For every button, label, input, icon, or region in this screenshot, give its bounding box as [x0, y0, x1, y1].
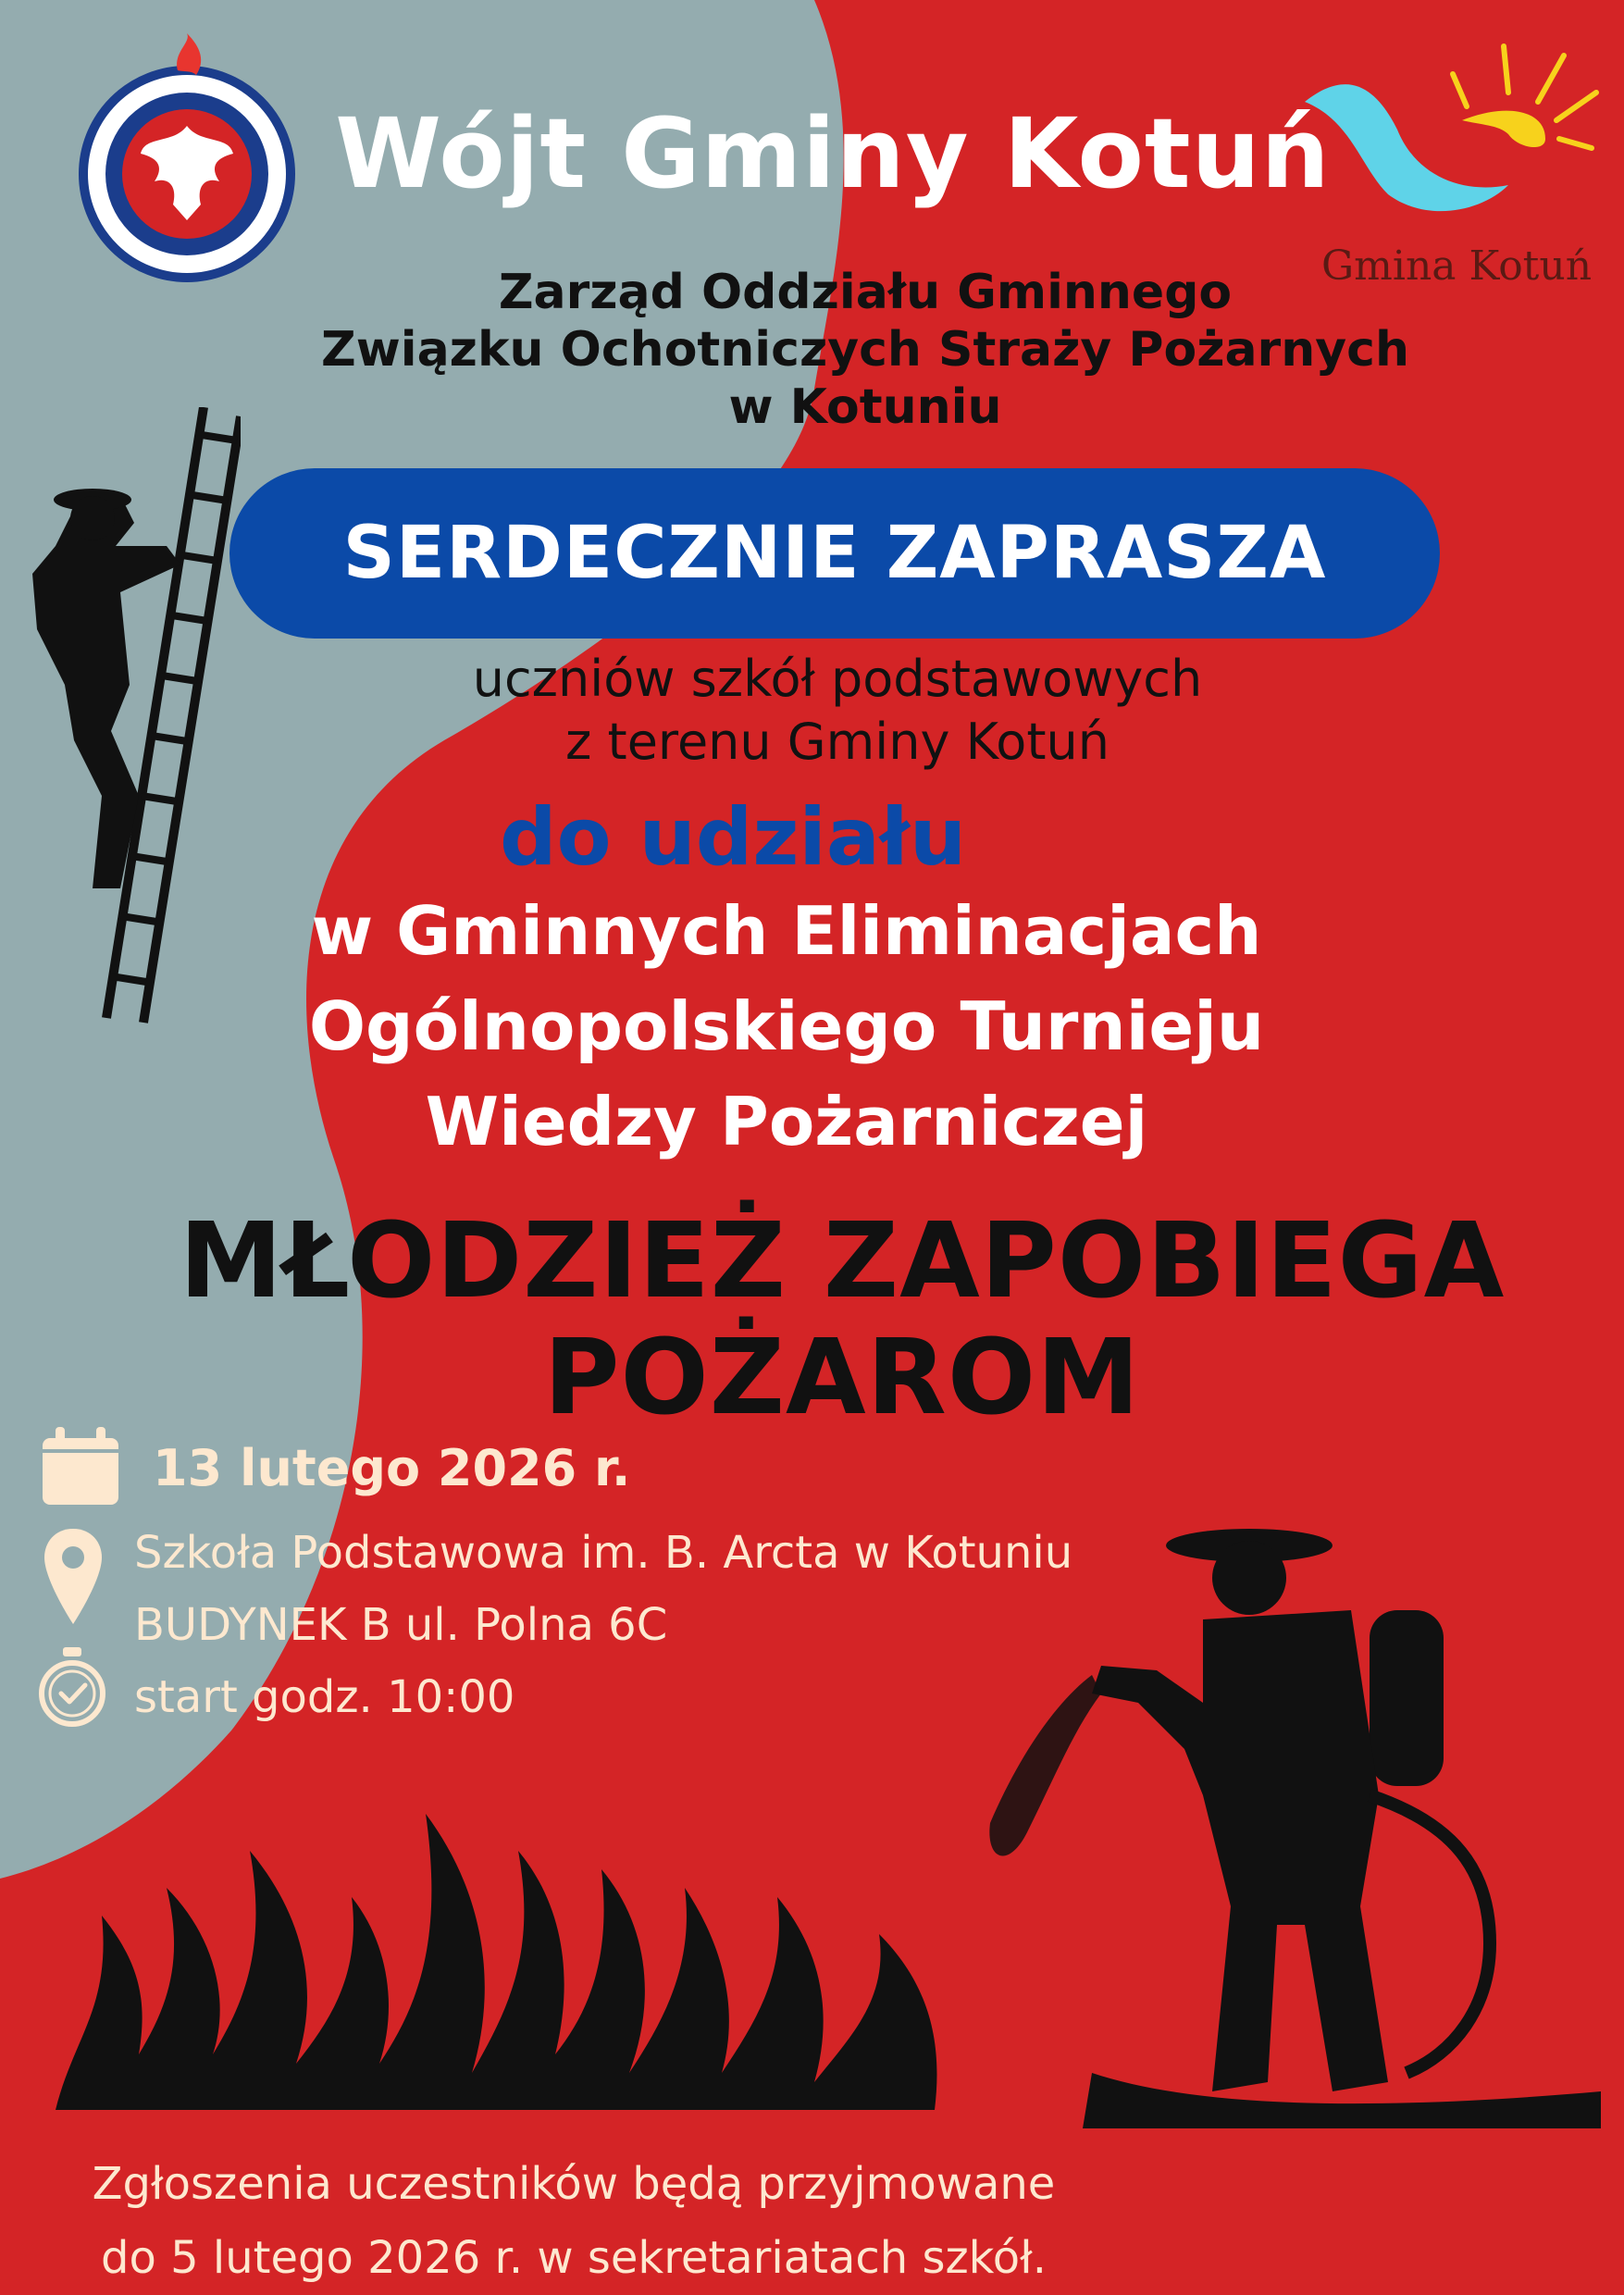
- organizer-line-2: Związku Ochotniczych Straży Pożarnych: [321, 322, 1409, 378]
- flames-silhouette: [56, 1703, 1027, 2110]
- participation-heading: do udziału: [500, 791, 967, 884]
- slogan-line-2: POŻAROM: [543, 1318, 1141, 1438]
- organizer-line-3: w Kotuniu: [728, 379, 1002, 435]
- event-line-2: Ogólnopolskiego Turnieju: [308, 987, 1265, 1065]
- firefighter-ladder-silhouette: [19, 407, 241, 1036]
- audience-line-1: uczniów szkół podstawowych: [472, 650, 1203, 708]
- firefighter-hose-silhouette: [972, 1518, 1610, 2128]
- slogan-line-1: MŁODZIEŻ ZAPOBIEGA: [179, 1201, 1506, 1321]
- poster-headline: Wójt Gminy Kotuń: [335, 97, 1331, 210]
- organizer-line-1: Zarząd Oddziału Gminnego: [498, 265, 1233, 320]
- location-line-1: Szkoła Podstawowa im. B. Arcta w Kotuniu: [134, 1527, 1073, 1579]
- registration-note-line-1: Zgłoszenia uczestników będą przyjmowane: [92, 2158, 1056, 2210]
- slogan-block: [176, 1203, 1508, 1436]
- event-line-3: Wiedzy Pożarniczej: [425, 1083, 1148, 1160]
- registration-note: [19, 2147, 1129, 2295]
- audience-block: [278, 648, 1397, 774]
- event-date: 13 lutego 2026 r.: [153, 1439, 631, 1497]
- location-line-2: BUDYNEK B ul. Polna 6C: [134, 1599, 668, 1651]
- gmina-kotun-logo-label: Gmina Kotuń: [1321, 242, 1593, 290]
- registration-note-line-2: do 5 lutego 2026 r. w sekretariatach szkół.: [101, 2232, 1047, 2284]
- invitation-banner: SERDECZNIE ZAPRASZA: [229, 468, 1440, 639]
- start-time: start godz. 10:00: [134, 1671, 515, 1723]
- organizer-block: [231, 264, 1499, 436]
- location-pin-icon: [41, 1527, 105, 1629]
- event-title-block: [278, 884, 1295, 1170]
- audience-line-2: z terenu Gminy Kotuń: [565, 713, 1110, 771]
- event-line-1: w Gminnych Eliminacjach: [311, 892, 1262, 970]
- calendar-icon: [39, 1425, 122, 1508]
